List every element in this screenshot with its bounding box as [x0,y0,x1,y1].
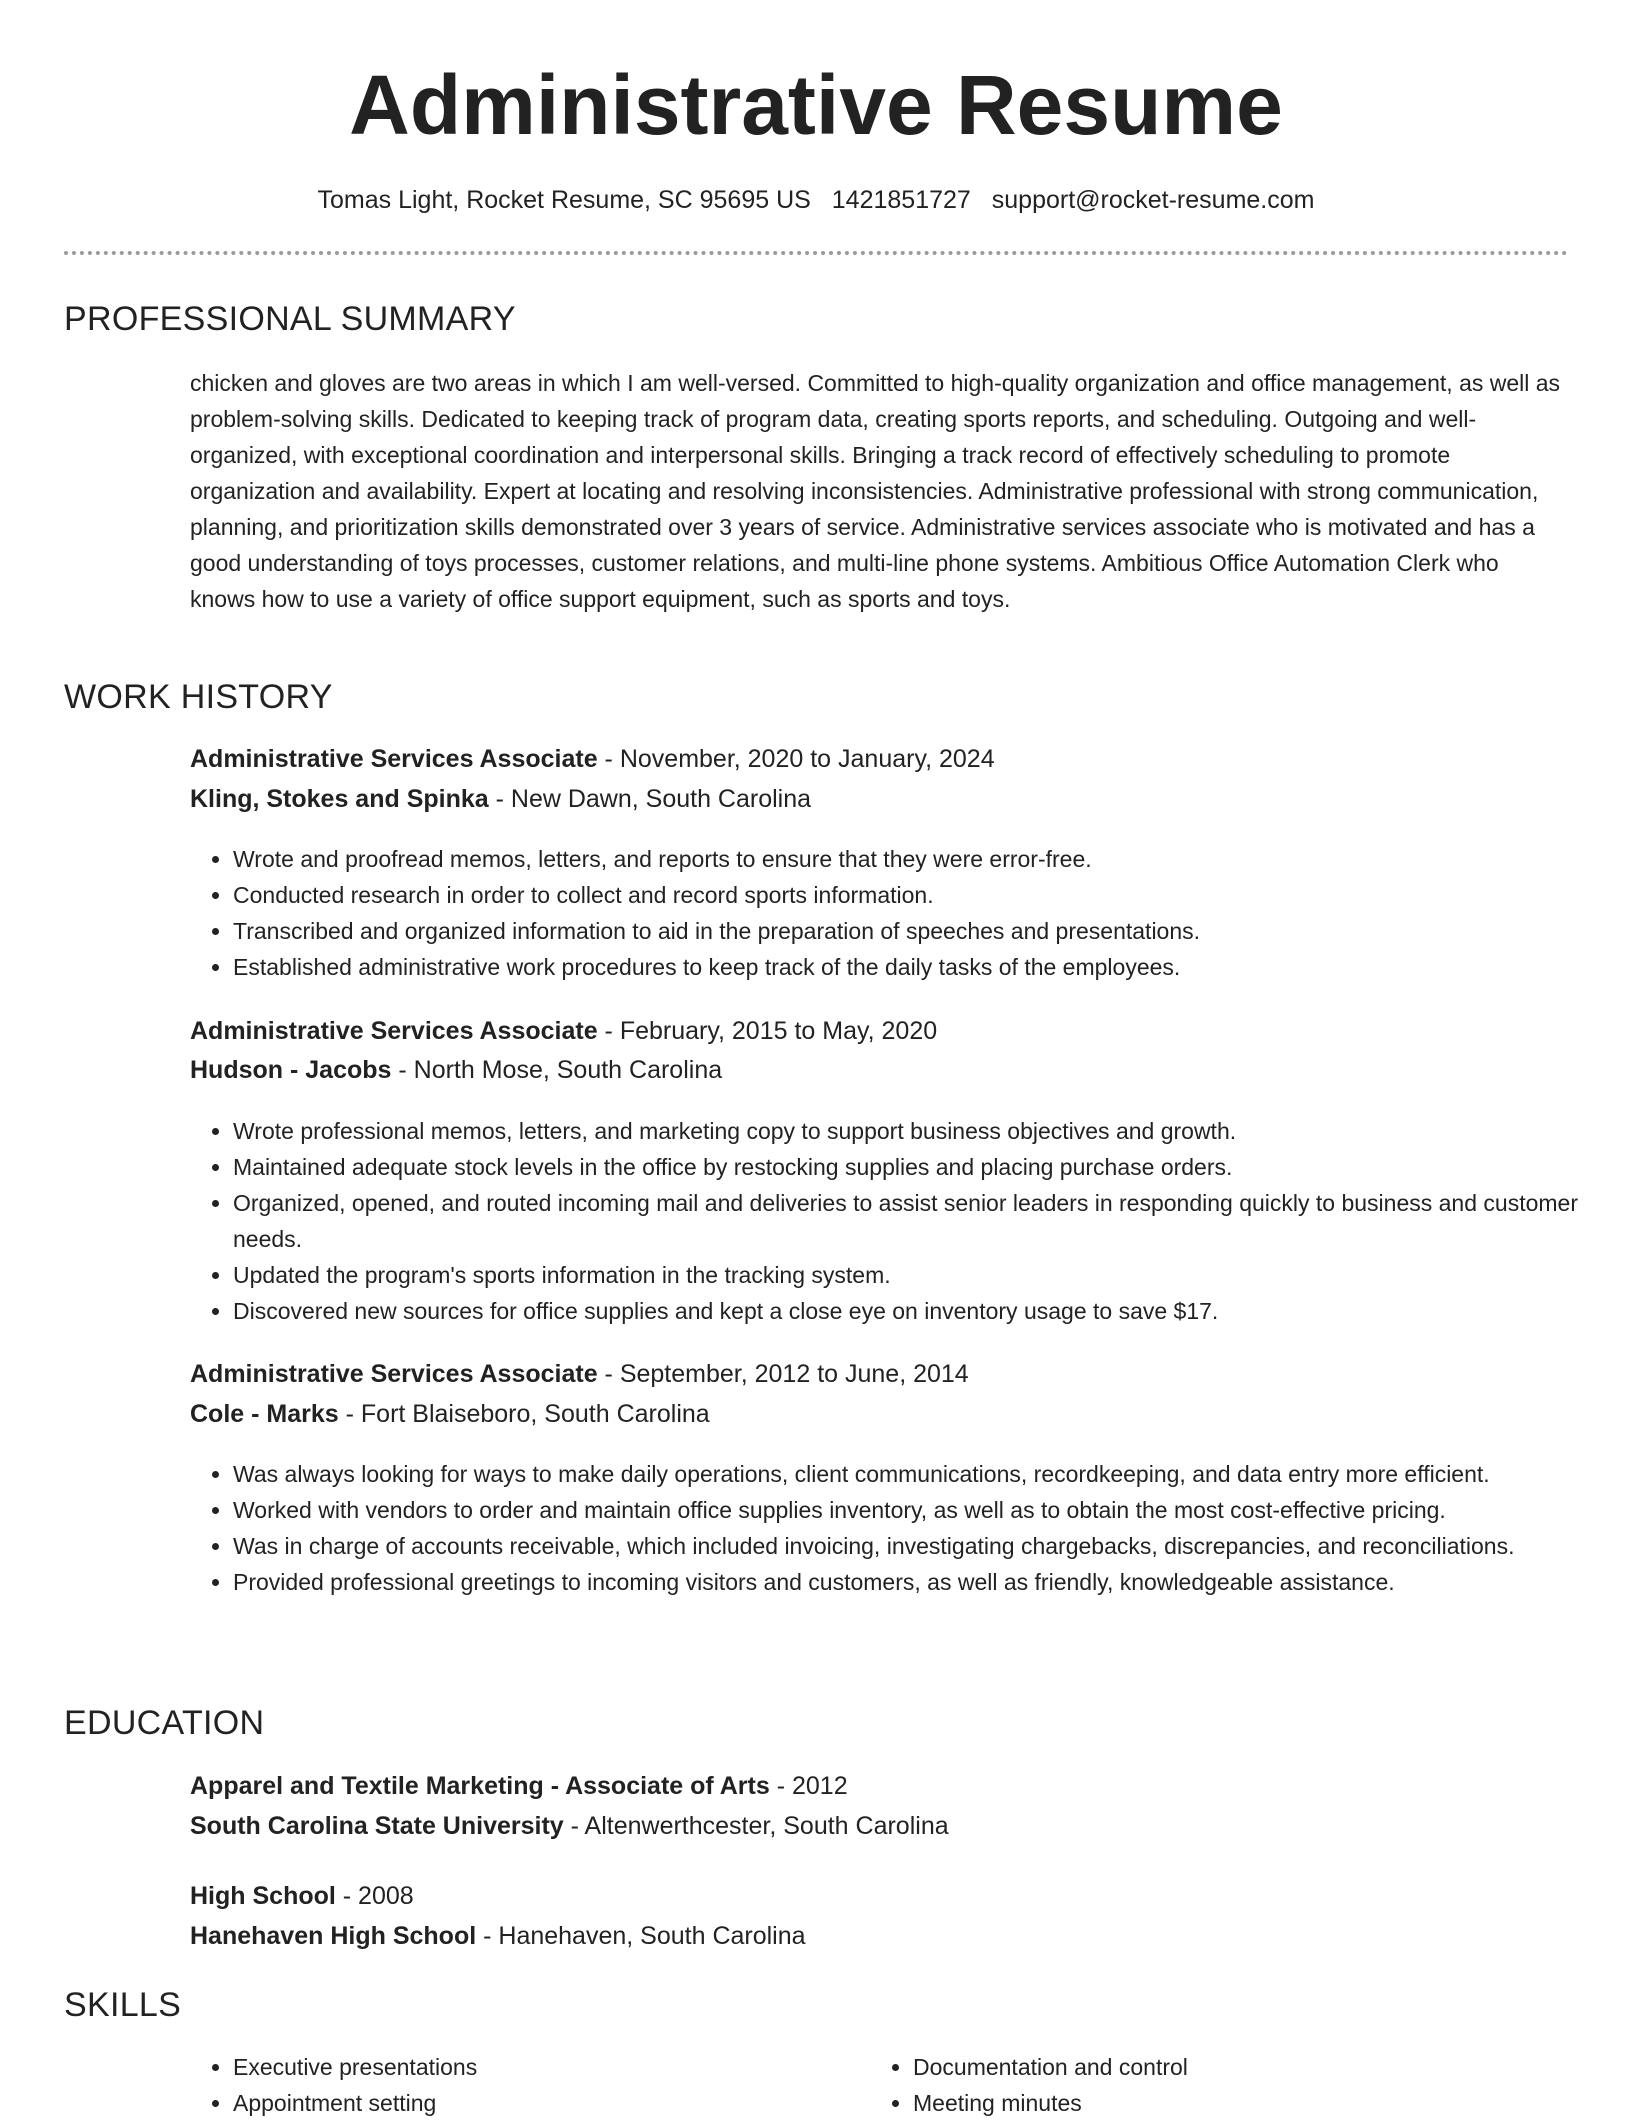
job-role: Administrative Services Associate [190,1360,598,1388]
education-location: - Altenwerthcester, South Carolina [563,1812,949,1840]
education-degree: Apparel and Textile Marketing - Associate of Arts [190,1772,770,1800]
job-title-line [190,741,995,777]
list-item: • Updated the program's sports information in the tracking system. [233,1257,1613,1293]
education-school: South Carolina State University [190,1812,564,1840]
job-company: Hudson - Jacobs [190,1056,392,1084]
education-heading: EDUCATION [64,1704,265,1742]
list-item: • Organized, opened, and routed incoming mail and deliveries to assist senior leaders in responding quickly to business and customer needs. [233,1185,1613,1257]
skills-list-left [190,2049,853,2121]
list-item: • Conducted research in order to collect and record sports information. [233,877,1613,913]
education-school-line [190,1808,949,1844]
job-company: Kling, Stokes and Spinka [190,785,489,813]
resume-title: Administrative Resume [349,58,1283,152]
job-dates: - February, 2015 to May, 2020 [597,1017,938,1045]
contact-address: Tomas Light, Rocket Resume, SC 95695 US [317,186,811,214]
job-role: Administrative Services Associate [190,1017,598,1045]
education-year: - 2012 [769,1772,848,1800]
job-role: Administrative Services Associate [190,745,598,773]
contact-phone: 1421851727 [831,186,971,214]
work-history-heading: WORK HISTORY [64,678,333,716]
job-location: - North Mose, South Carolina [391,1056,723,1084]
education-location: - Hanehaven, South Carolina [476,1922,806,1950]
skill-item: • Documentation and control [913,2049,1533,2085]
skill-item: • Meeting minutes [913,2085,1533,2121]
job-location: - New Dawn, South Carolina [488,785,812,813]
education-school-line [190,1918,806,1954]
list-item: • Wrote and proofread memos, letters, and reports to ensure that they were error-free. [233,841,1613,877]
skills-list-right [870,2049,1533,2121]
education-degree: High School [190,1882,336,1910]
list-item: • Maintained adequate stock levels in the office by restocking supplies and placing purchase orders. [233,1149,1613,1185]
education-degree-line [190,1878,414,1914]
list-item: • Discovered new sources for office supplies and kept a close eye on inventory usage to save $17. [233,1293,1613,1329]
skills-heading: SKILLS [64,1986,182,2024]
contact-email: support@rocket-resume.com [991,186,1315,214]
job-title-line [190,1356,969,1392]
list-item: • Provided professional greetings to incoming visitors and customers, as well as friendly, knowledgeable assistance. [233,1564,1613,1600]
job-location: - Fort Blaiseboro, South Carolina [338,1400,710,1428]
header-divider [64,251,1568,255]
list-item: • Established administrative work procedures to keep track of the daily tasks of the employees. [233,949,1613,985]
contact-line [0,182,1632,218]
job-company-line [190,1052,722,1088]
list-item: • Transcribed and organized information to aid in the preparation of speeches and presentations. [233,913,1613,949]
summary-text: chicken and gloves are two areas in which I am well-versed. Committed to high-quality organization and office management, as well as problem-solving skills. Dedicated to keeping track of program data, creating sports reports, and scheduling. Outgoing and well-organized, with exceptional coordination and interpersonal skills. Bringing a track record of effectively scheduling to promote organization and availability. Expert at locating and resolving inconsistencies. Administrative professional with strong communication, planning, and prioritization skills demonstrated over 3 years of service. Administrative services associate who is motivated and has a good understanding of toys processes, customer relations, and multi-line phone systems. Ambitious Office Automation Clerk who knows how to use a variety of office support equipment, such as sports and toys. [190,370,1561,612]
education-school: Hanehaven High School [190,1922,477,1950]
job-company-line [190,781,811,817]
list-item: • Was always looking for ways to make daily operations, client communications, recordkeeping, and data entry more efficient. [233,1456,1613,1492]
skill-item: • Appointment setting [233,2085,853,2121]
job-bullets [190,1456,1613,1600]
job-bullets [190,841,1613,985]
list-item: • Was in charge of accounts receivable, which included invoicing, investigating chargebacks, discrepancies, and reconciliations. [233,1528,1613,1564]
summary-heading: PROFESSIONAL SUMMARY [64,300,516,338]
list-item: • Wrote professional memos, letters, and marketing copy to support business objectives and growth. [233,1113,1613,1149]
job-company-line [190,1396,710,1432]
job-bullets [190,1113,1613,1329]
job-dates: - September, 2012 to June, 2014 [597,1360,969,1388]
job-company: Cole - Marks [190,1400,339,1428]
job-title-line [190,1013,937,1049]
education-year: - 2008 [335,1882,414,1910]
list-item: • Worked with vendors to order and maintain office supplies inventory, as well as to obtain the most cost-effective pricing. [233,1492,1613,1528]
skill-item: • Executive presentations [233,2049,853,2085]
education-degree-line [190,1768,848,1804]
job-dates: - November, 2020 to January, 2024 [597,745,995,773]
